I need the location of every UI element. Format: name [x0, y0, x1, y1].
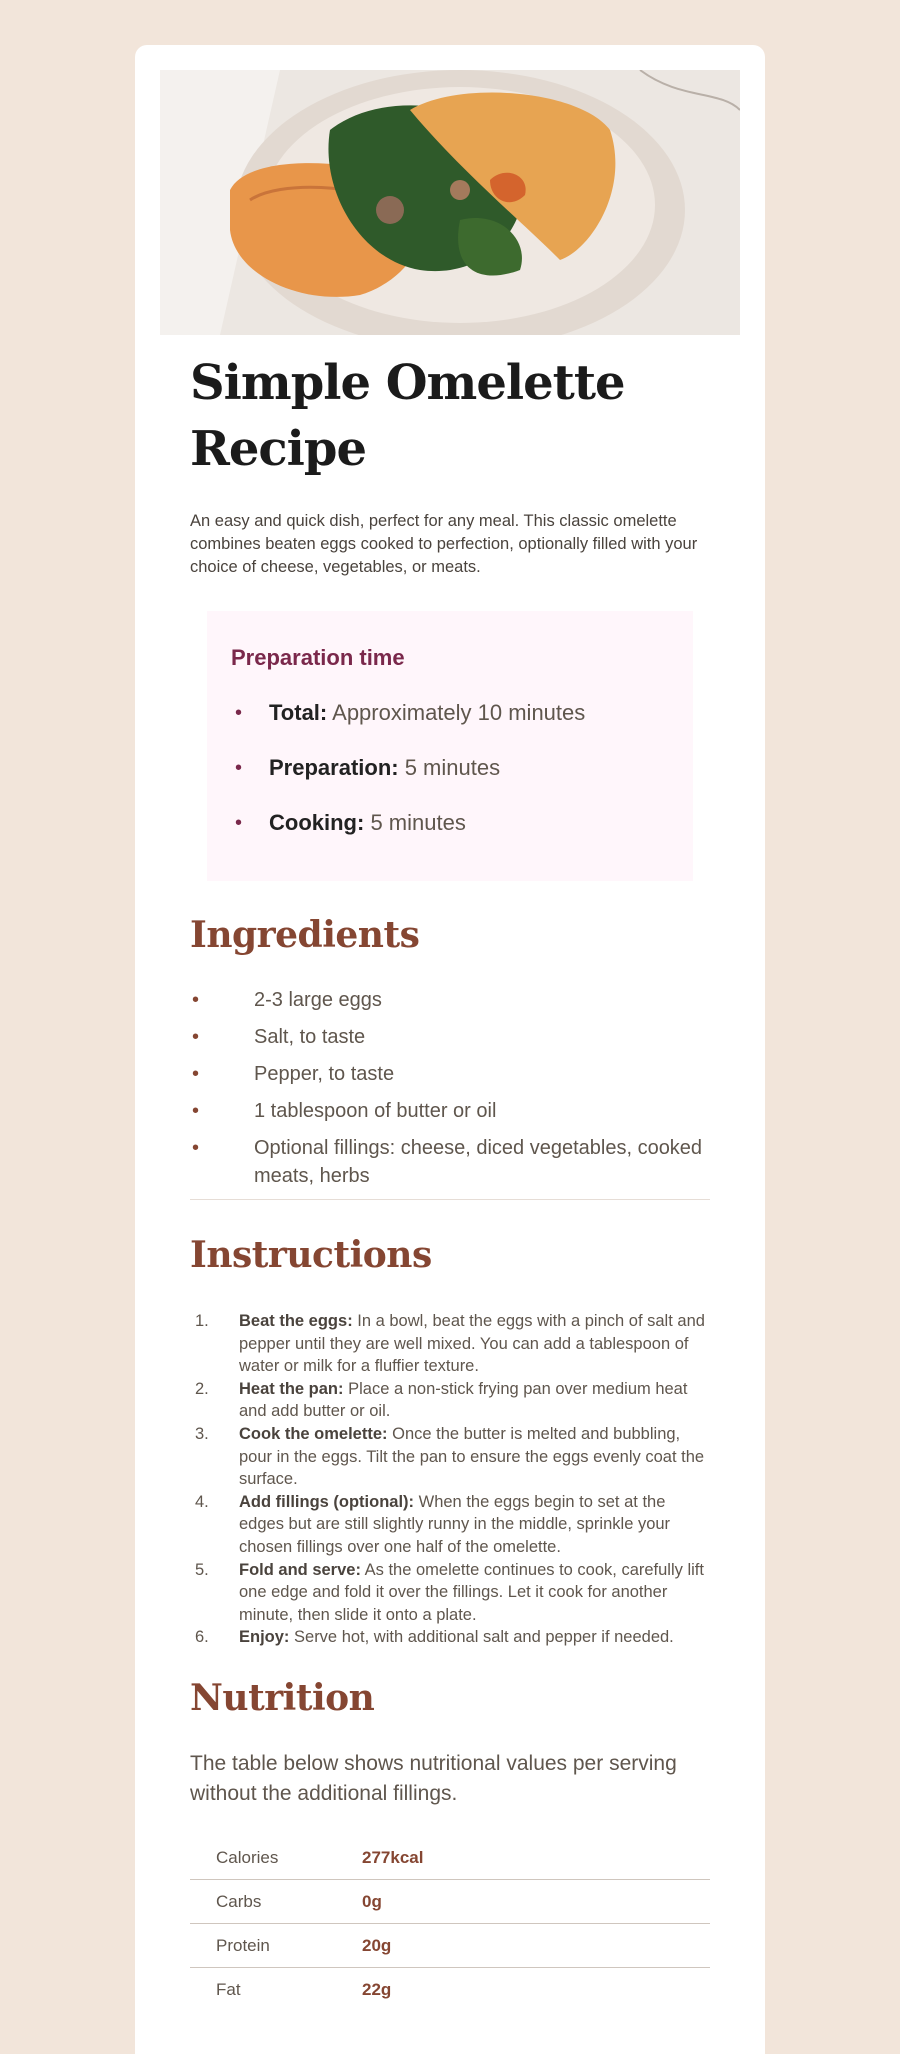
- omelette-photo: [160, 70, 740, 335]
- nutrient-name: Protein: [190, 1924, 362, 1968]
- nutrient-name: Carbs: [190, 1880, 362, 1924]
- nutrient-name: Fat: [190, 1968, 362, 2012]
- recipe-card: [135, 45, 765, 2054]
- instruction-step: 2. Heat the pan: Place a non-stick frying pan over medium heat and add butter or oil.: [195, 1379, 688, 1421]
- instructions-heading: Instructions: [190, 1234, 432, 1276]
- instruction-step: 4. Add fillings (optional): When the eggs begin to set at the edges but are still slightly runny in the middle, sprinkle your chosen fillings over one half of the omelette.: [195, 1492, 671, 1556]
- instruction-step: 5. Fold and serve: As the omelette continues to cook, carefully lift one edge and fold it over the fillings. Let it cook for another minute, then slide it onto a plate.: [195, 1560, 704, 1624]
- nutrient-value: 277kcal: [362, 1847, 424, 1867]
- recipe-title: Simple Omelette Recipe: [190, 355, 625, 477]
- prep-item-preparation: • Preparation: 5 minutes: [231, 754, 669, 782]
- recipe-intro: An easy and quick dish, perfect for any meal. This classic omelette combines beaten eggs cooked to perfection, optionally filled with your choice of cheese, vegetables, or meats.: [190, 512, 698, 576]
- ingredients-list: [190, 986, 710, 1190]
- nutrient-name: Calories: [216, 1847, 279, 1867]
- preparation-heading: Preparation time: [231, 645, 405, 670]
- nutrient-value: 20g: [362, 1924, 710, 1968]
- nutrition-heading: Nutrition: [190, 1676, 375, 1719]
- prep-item-cooking: • Cooking: 5 minutes: [231, 809, 669, 837]
- nutrient-value: 22g: [362, 1968, 710, 2012]
- nutrient-value: 0g: [362, 1880, 710, 1924]
- table-row: [190, 1836, 710, 1880]
- instruction-step: 1. Beat the eggs: In a bowl, beat the eggs with a pinch of salt and pepper until they are well mixed. You can add a tablespoon of water or milk for a fluffier texture.: [195, 1312, 705, 1376]
- omelette-hero-image: [160, 70, 740, 335]
- instruction-step: 6. Enjoy: Serve hot, with additional salt and pepper if needed.: [195, 1628, 674, 1647]
- table-row: [190, 1968, 710, 2012]
- ingredient-item: • Salt, to taste: [190, 1023, 710, 1051]
- table-row: [190, 1880, 710, 1924]
- section-divider: [190, 1199, 710, 1200]
- ingredient-item: • 1 tablespoon of butter or oil: [190, 1097, 710, 1125]
- ingredient-item: • Optional fillings: cheese, diced vegetables, cooked meats, herbs: [190, 1134, 710, 1190]
- prep-item-total: • Total: Approximately 10 minutes: [231, 699, 669, 727]
- nutrition-intro: The table below shows nutritional values per serving without the additional fillings.: [190, 1751, 677, 1805]
- ingredients-heading: Ingredients: [190, 914, 420, 956]
- preparation-list: [231, 699, 669, 837]
- nutrition-table: [190, 1836, 710, 2012]
- ingredient-item: • Pepper, to taste: [190, 1060, 710, 1088]
- preparation-time-box: [207, 611, 693, 881]
- instructions-list: [190, 1310, 710, 1649]
- instruction-step: 3. Cook the omelette: Once the butter is melted and bubbling, pour in the eggs. Tilt the pan to ensure the eggs evenly coat the surface.: [195, 1424, 705, 1489]
- table-row: [190, 1924, 710, 1968]
- ingredient-item: • 2-3 large eggs: [190, 986, 710, 1014]
